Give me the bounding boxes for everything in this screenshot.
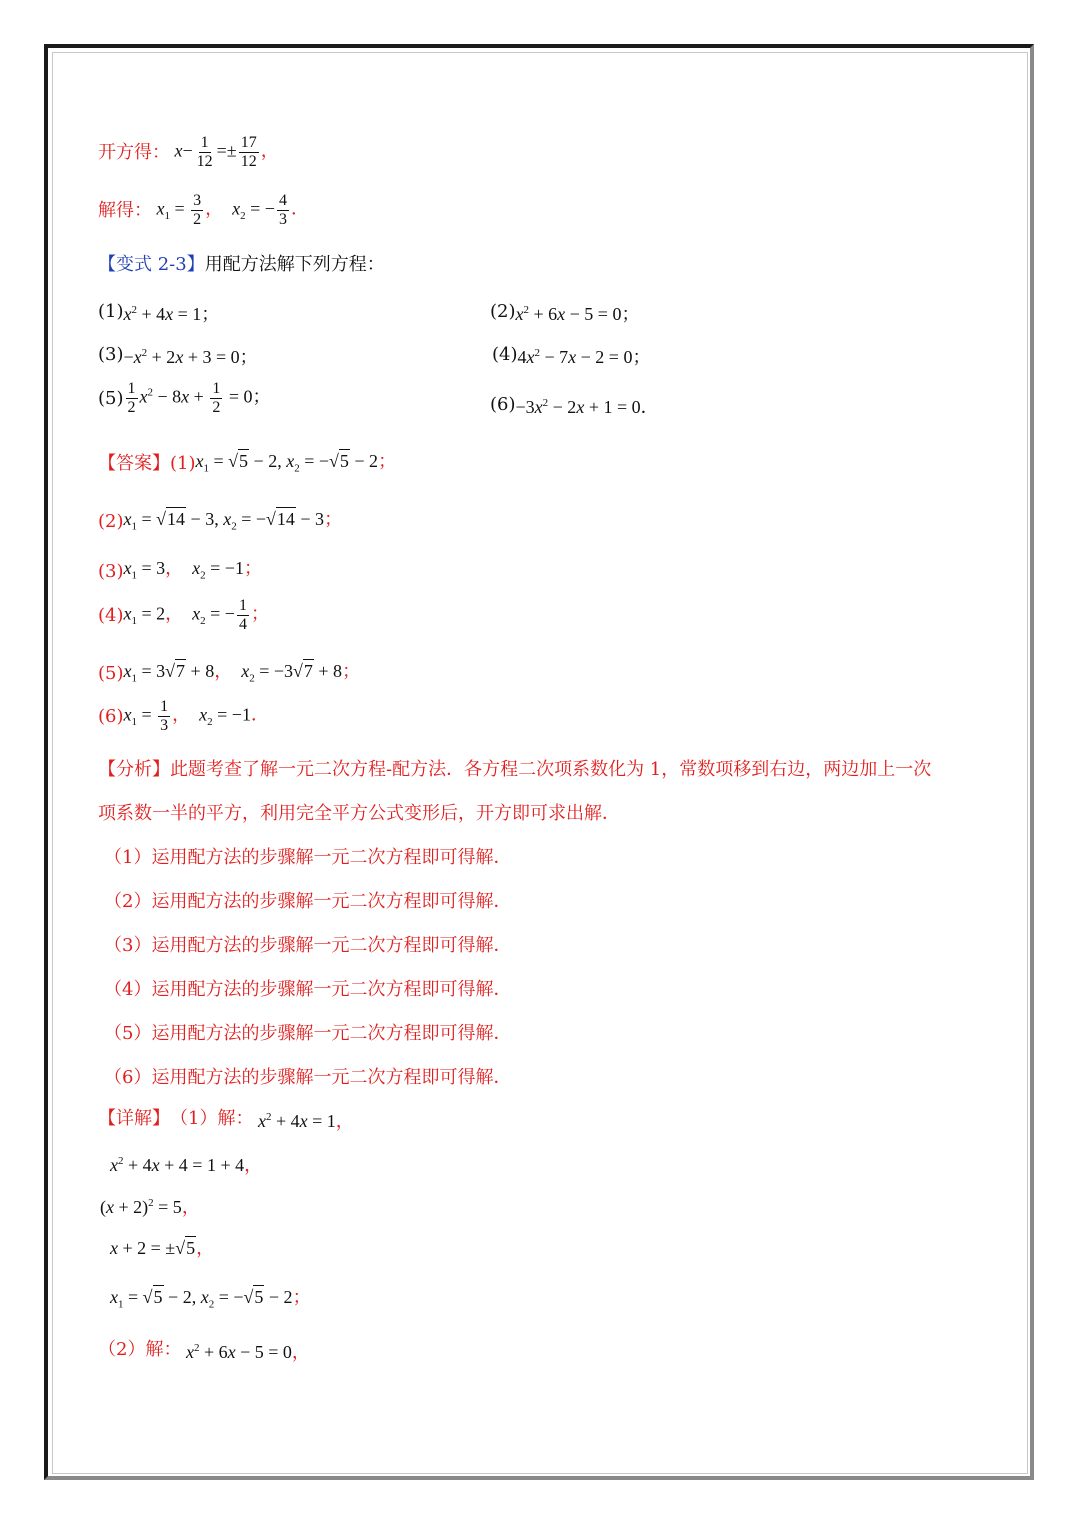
answer-3 xyxy=(98,557,262,587)
equation: $-x^2 + 2x + 3 = 0$； xyxy=(123,347,258,367)
detail-line-3 xyxy=(100,1192,200,1218)
problem-5 xyxy=(98,380,270,417)
equation: $x^2 + 4x = 1$， xyxy=(257,1111,354,1131)
answer-tag: 【答案】 xyxy=(98,453,170,475)
answer-4 xyxy=(98,597,269,634)
equation: $x^2 + 6x - 5 = 0$； xyxy=(515,304,640,324)
problem-6 xyxy=(490,392,659,418)
analysis-paragraph xyxy=(98,748,988,1100)
answer-number: (4) xyxy=(98,604,124,626)
bianshi-text: 用配方法解下列方程： xyxy=(204,254,385,275)
detail-line-6 xyxy=(98,1337,310,1363)
detail-line-5 xyxy=(110,1285,311,1316)
answer-2 xyxy=(98,507,342,538)
problem-number: (5) xyxy=(98,387,124,409)
equation: x + 2 = ± √ 5 ， xyxy=(110,1238,215,1258)
equation: $-3x^2 - 2x + 1 = 0$． xyxy=(515,397,659,417)
answer-6 xyxy=(98,698,269,735)
problem-4 xyxy=(492,342,650,368)
detail-line-4 xyxy=(110,1236,214,1259)
line-jiede xyxy=(98,192,309,229)
step-line: （5）运用配方法的步骤解一元二次方程即可得解． xyxy=(104,1023,512,1044)
step-line: （3）运用配方法的步骤解一元二次方程即可得解． xyxy=(104,935,512,956)
equation: $\frac{1}{2}$ $x^2 - 8x$ + $\frac{1}{2}$ = 0； xyxy=(127,380,271,416)
equation: $x_1$ = √ 14 − 3, $x_2$ = − √ 14 − 3； xyxy=(123,509,343,533)
line-kaifang xyxy=(98,134,279,171)
equation: $x_1$ = √ 5 − 2, $x_2$ = − √ 5 − 2； xyxy=(195,451,397,475)
equation: $x_1 = 3$， $x_2 = -1$； xyxy=(123,558,262,582)
analysis-text-1: 此题考查了解一元二次方程-配方法．各方程二次项系数化为 1，常数项移到右边，两边加上一次 xyxy=(170,759,932,780)
bianshi-tag: 【变式 2-3】 xyxy=(98,254,205,275)
label-kaifang: 开方得： xyxy=(98,141,170,163)
equation: $x^2 + 4x = 1$； xyxy=(123,304,220,324)
answer-number: (6) xyxy=(98,705,124,727)
answer-1 xyxy=(98,449,396,480)
problem-1 xyxy=(98,299,219,325)
step-line: （6）运用配方法的步骤解一元二次方程即可得解． xyxy=(104,1067,512,1088)
analysis-text-2: 项系数一半的平方，利用完全平方公式变形后，开方即可求出解． xyxy=(98,803,620,824)
problem-2 xyxy=(490,299,639,325)
label-jiede: 解得： xyxy=(98,199,152,221)
problem-number: (2) xyxy=(490,301,516,322)
step-line: （1）运用配方法的步骤解一元二次方程即可得解． xyxy=(104,847,512,868)
equation: $x^2 + 6x - 5 = 0$， xyxy=(185,1342,310,1362)
problem-number: (6) xyxy=(490,394,516,415)
equation: $x_1$ = √ 5 − 2, $x_2$ = − √ 5 − 2； xyxy=(110,1287,311,1311)
problem-number: (1) xyxy=(98,301,124,322)
detail-1-head: （1）解： xyxy=(170,1108,254,1129)
detail-2-head: （2）解： xyxy=(98,1339,182,1360)
analysis-tag: 【分析】 xyxy=(98,759,170,780)
equation: $x_1$ = $\frac{1}{3}$ ， $x_2 = -1$． xyxy=(123,698,269,734)
answer-5 xyxy=(98,659,360,690)
equation: $x^2 + 4x + 4 = 1 + 4$， xyxy=(110,1155,263,1175)
equation: $x_1$ = $\frac{3}{2}$ ， $x_2$ = − $\frac{4}{3}$ ． xyxy=(156,192,309,228)
answer-number: (3) xyxy=(98,560,124,582)
answer-number: (2) xyxy=(98,511,124,533)
answer-number: (1) xyxy=(170,453,196,475)
detail-tag: 【详解】 xyxy=(98,1108,170,1129)
step-line: （4）运用配方法的步骤解一元二次方程即可得解． xyxy=(104,979,512,1000)
equation: $(x + 2)^2 = 5$， xyxy=(100,1197,200,1217)
problem-3 xyxy=(98,342,258,368)
answer-number: (5) xyxy=(98,663,124,685)
equation: x− $\frac{1}{12}$ =± $\frac{17}{12}$ ， xyxy=(174,134,279,170)
equation: $x_1 = 3$ √ 7 + 8， $x_2 = -3$ √ 7 + 8； xyxy=(123,661,361,685)
equation: $x_1 = 2$， $x_2$ = − $\frac{1}{4}$ ； xyxy=(123,597,269,633)
detail-line-1 xyxy=(98,1106,354,1132)
problem-number: (4) xyxy=(492,344,518,365)
step-line: （2）运用配方法的步骤解一元二次方程即可得解． xyxy=(104,891,512,912)
problem-number: (3) xyxy=(98,344,124,365)
line-bianshi xyxy=(98,254,385,276)
equation: $4x^2 - 7x - 2 = 0$； xyxy=(517,347,651,367)
detail-line-2 xyxy=(110,1150,262,1176)
